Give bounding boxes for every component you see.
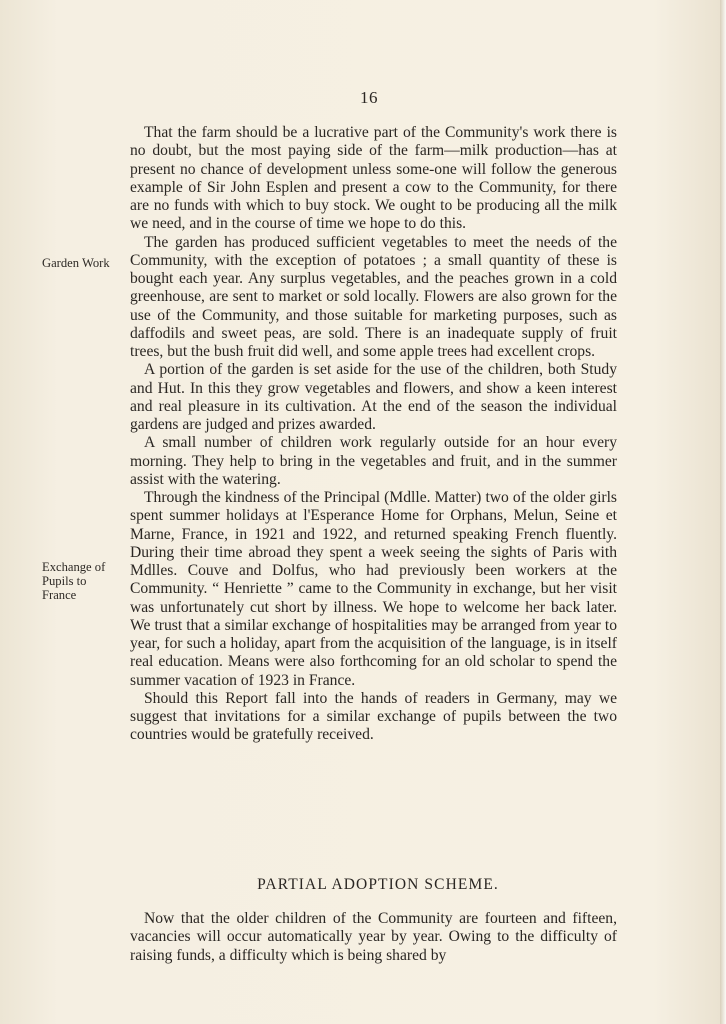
body-text [130,124,617,745]
paragraph-exchange: Through the kindness of the Principal (Mdlle. Matter) two of the older girls spent summer holidays at l'Esperance Home for Orphans, Melun, Seine et Marne, France, in 1921 and 1922, and returned speaking French fluently. During their time abroad they spent a week seeing the sights of Paris with Mdlles. Couve and Dolfus, who had previously been workers at the Community. “ Henriette ” came to the Community in exchange, but her visit was unfortunately cut short by illness. We hope to welcome her back later. We trust that a similar exchange of hospitalities may be arranged from year to year, for such a holiday, apart from the acquisition of the language, is in itself real education. Means were also forthcoming for an old scholar to spend the summer vacation of 1923 in France. [130,489,617,689]
margin-note-line: Exchange of [42,560,106,574]
margin-note-line: France [42,588,77,603]
paragraph-children-work: A small number of children work regularly outside for an hour every morning. They help to bring in the vegetables and fruit, and in the summer assist with the watering. [130,434,617,488]
section-body-text [130,910,617,965]
paragraph-adoption: Now that the older children of the Community are fourteen and fifteen, vacancies will occur automatically year by year. Owing to the difficulty of raising funds, a difficulty which is being shared by [130,910,617,964]
paragraph-germany: Should this Report fall into the hands of readers in Germany, may we suggest that invitations for a similar exchange of pupils between the two countries would be gratefully received. [130,689,617,744]
page-edge [720,0,726,1024]
margin-note-garden-work [42,256,110,270]
section-heading: PARTIAL ADOPTION SCHEME. [257,876,499,893]
margin-note-exchange [42,560,105,603]
paragraph-farm: That the farm should be a lucrative part of the Community's work there is no doubt, but the most paying side of the farm—milk production—has at present no chance of development unless some-one will follow the generous example of Sir John Esplen and present a cow to the Community, for there are no funds with which to buy stock. We ought to be producing all the milk we need, and in the course of time we hope to do this. [130,124,617,233]
paragraph-children-garden: A portion of the garden is set aside for the use of the children, both Study and Hut. In this they grow vegetables and flowers, and show a keen interest and real pleasure in its cultivation. At the end of the season the individual gardens are judged and prizes awarded. [130,361,617,433]
margin-note-line: Pupils to [42,574,87,589]
paragraph-garden: The garden has produced sufficient vegetables to meet the needs of the Community, with the exception of potatoes ; a small quantity of these is bought each year. Any surplus vegetables, and the peaches grown in a cold greenhouse, are sent to market or sold locally. Flowers are also grown for the use of the Community, and those suitable for marketing purposes, such as daffodils and sweet peas, are sold. There is an inadequate supply of fruit trees, but the bush fruit did well, and some apple trees had excellent crops. [130,233,617,360]
margin-note-text: Garden Work [42,256,110,270]
page-number: 16 [360,88,378,107]
